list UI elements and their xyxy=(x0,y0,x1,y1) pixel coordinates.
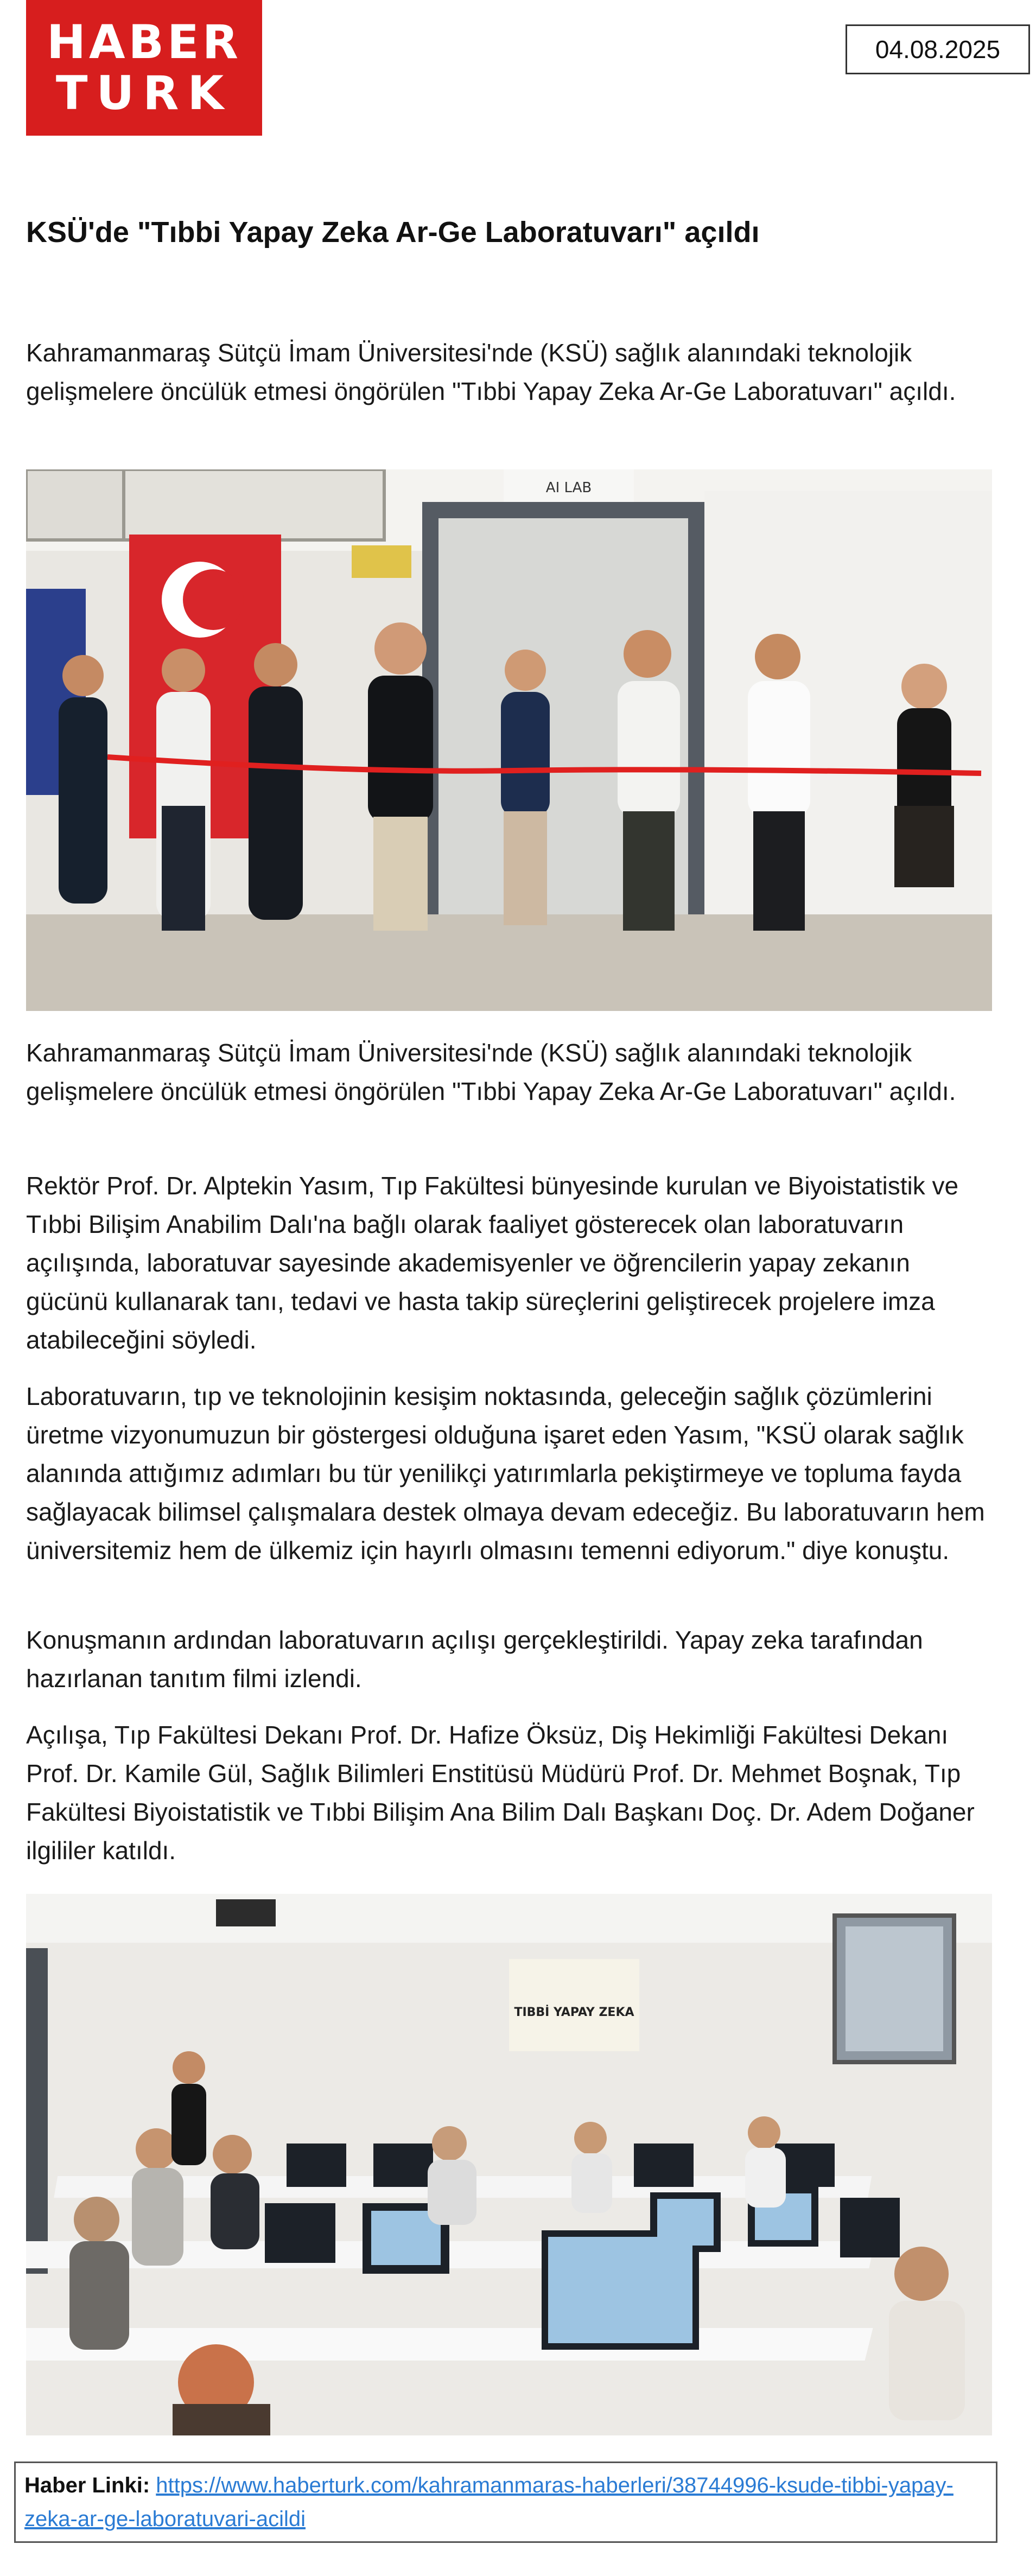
article-paragraph: Laboratuvarın, tıp ve teknolojinin kesişim noktasında, geleceğin sağlık çözümlerini üretme vizyonumuzun bir göstergesi olduğuna işaret eden Yasım, "KSÜ olarak sağlık alanında attığımız adımları bu tür yenilikçi yatırımlarla pekiştirmeye ve topluma fayda sağlayacak bilimsel çalışmalara destek olmaya devam edeceğiz. Bu laboratuvarın hem üniversitemiz hem de ülkemiz için hayırlı olmasını temenni ediyorum." diye konuştu. xyxy=(26,1382,985,1564)
haberturk-logo[interactable] xyxy=(26,0,262,136)
ribbon-cutting-photo xyxy=(26,469,992,1011)
logo-line-2: TURK xyxy=(55,66,233,120)
lab-classroom-photo xyxy=(26,1894,992,2435)
article-paragraph: Rektör Prof. Dr. Alptekin Yasım, Tıp Fakültesi bünyesinde kurulan ve Biyoistatistik ve Tıbbi Bilişim Anabilim Dalı'na bağlı olarak faaliyet gösterecek olan laboratuvarın açılışında, laboratuvar sayesinde akademisyenler ve öğrencilerin yapay zekanın gücünü kullanarak tanı, tedavi ve hasta takip süreçlerini geliştirecek projelere imza atabileceğini söyledi. xyxy=(26,1172,959,1354)
source-link-box xyxy=(14,2461,997,2543)
article-paragraph: Kahramanmaraş Sütçü İmam Üniversitesi'nde (KSÜ) sağlık alanındaki teknolojik gelişmelere öncülük etmesi öngörülen "Tıbbi Yapay Zeka Ar-Ge Laboratuvarı" açıldı. xyxy=(26,1039,956,1105)
article-paragraph: Konuşmanın ardından laboratuvarın açılışı gerçekleştirildi. Yapay zeka tarafından hazırlanan tanıtım filmi izlendi. xyxy=(26,1626,923,1693)
publish-date: 04.08.2025 xyxy=(846,24,1030,74)
lab-sign: AI LAB xyxy=(545,480,592,496)
source-link-label: Haber Linki: xyxy=(24,2473,150,2497)
projection-screen-text: TIBBİ YAPAY ZEKA xyxy=(514,2006,634,2019)
article-paragraph: Açılışa, Tıp Fakültesi Dekanı Prof. Dr. Hafize Öksüz, Diş Hekimliği Fakültesi Dekanı Prof. Dr. Kamile Gül, Sağlık Bilimleri Enstitüsü Müdürü Prof. Dr. Mehmet Boşnak, Tıp Fakültesi Biyoistatistik ve Tıbbi Bilişim Ana Bilim Dalı Başkanı Doç. Dr. Adem Doğaner ilgililer katıldı. xyxy=(26,1721,975,1865)
article-title: KSÜ'de "Tıbbi Yapay Zeka Ar-Ge Laboratuvarı" açıldı xyxy=(26,216,760,249)
source-link[interactable]: https://www.haberturk.com/kahramanmaras-haberleri/38744996-ksude-tibbi-yapay-zeka-ar-ge-laboratuvari-acildi xyxy=(24,2473,954,2531)
logo-line-1: HABER xyxy=(46,15,242,69)
article-lead: Kahramanmaraş Sütçü İmam Üniversitesi'nde (KSÜ) sağlık alanındaki teknolojik gelişmelere öncülük etmesi öngörülen "Tıbbi Yapay Zeka Ar-Ge Laboratuvarı" açıldı. xyxy=(26,339,956,405)
